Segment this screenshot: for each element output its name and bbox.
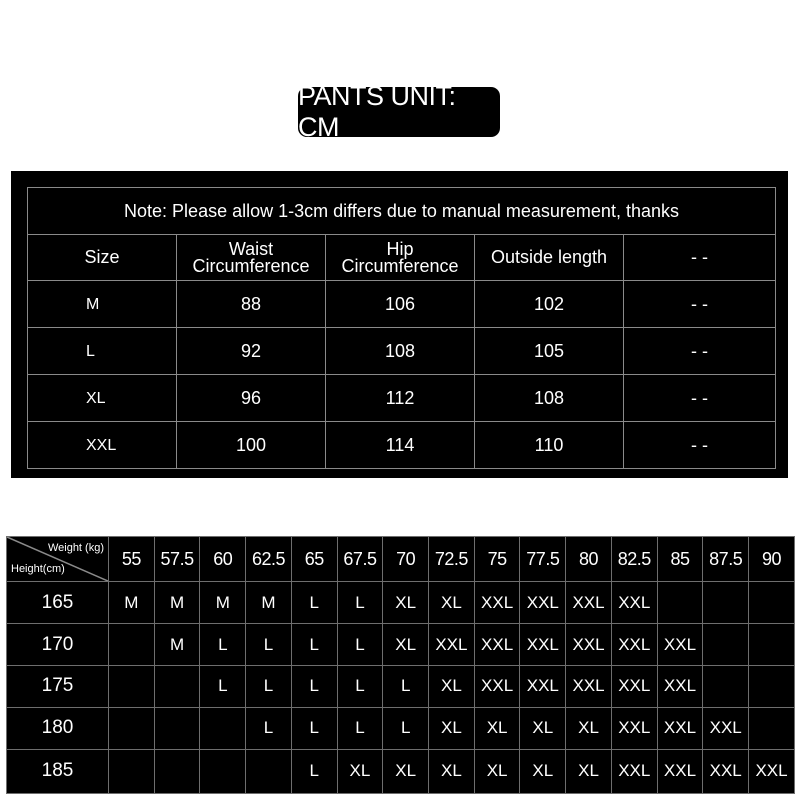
size-recommendation-cell: XL: [429, 707, 475, 749]
table-row: [28, 422, 776, 469]
size-recommendation-cell: XL: [520, 707, 566, 749]
size-recommendation-cell: L: [383, 665, 429, 707]
size-recommendation-cell: L: [200, 665, 246, 707]
size-recommendation-cell: XXL: [657, 665, 703, 707]
size-recommendation-cell: M: [246, 582, 292, 624]
size-recommendation-cell: [109, 624, 155, 666]
outside-cell: 105: [475, 328, 624, 375]
size-recommendation-cell: XXL: [611, 707, 657, 749]
size-recommendation-cell: [154, 749, 200, 793]
size-recommendation-cell: [703, 624, 749, 666]
weight-axis-label: Weight (kg): [47, 542, 104, 554]
header-waist: Waist Circumference: [177, 235, 326, 281]
extra-cell: - -: [624, 328, 776, 375]
size-header-row: [28, 235, 776, 281]
size-recommendation-cell: XXL: [703, 707, 749, 749]
size-recommendation-cell: [154, 665, 200, 707]
size-recommendation-cell: L: [291, 749, 337, 793]
header-extra: - -: [624, 235, 776, 281]
size-recommendation-cell: L: [291, 582, 337, 624]
size-recommendation-cell: XXL: [474, 582, 520, 624]
table-row: [7, 707, 795, 749]
size-recommendation-cell: XL: [383, 749, 429, 793]
size-recommendation-cell: XXL: [611, 665, 657, 707]
height-cell: 175: [7, 665, 109, 707]
size-recommendation-cell: XXL: [474, 665, 520, 707]
weight-header-cell: 72.5: [429, 537, 475, 582]
size-recommendation-cell: M: [200, 582, 246, 624]
height-cell: 185: [7, 749, 109, 793]
extra-cell: - -: [624, 422, 776, 469]
size-recommendation-cell: XXL: [566, 665, 612, 707]
size-recommendation-cell: L: [337, 707, 383, 749]
weight-header-cell: 90: [749, 537, 795, 582]
weight-header-cell: 62.5: [246, 537, 292, 582]
size-recommendation-cell: L: [246, 624, 292, 666]
size-recommendation-cell: [749, 665, 795, 707]
hip-cell: 114: [326, 422, 475, 469]
size-recommendation-cell: [200, 707, 246, 749]
weight-header-cell: 67.5: [337, 537, 383, 582]
waist-cell: 92: [177, 328, 326, 375]
size-recommendation-cell: [749, 582, 795, 624]
hip-cell: 112: [326, 375, 475, 422]
outside-cell: 102: [475, 281, 624, 328]
size-recommendation-cell: XXL: [657, 749, 703, 793]
table-row: [7, 749, 795, 793]
size-recommendation-cell: XL: [474, 749, 520, 793]
size-recommendation-cell: [703, 665, 749, 707]
size-recommendation-cell: [749, 707, 795, 749]
outside-cell: 110: [475, 422, 624, 469]
size-cell: XXL: [28, 422, 177, 469]
size-recommendation-cell: [749, 624, 795, 666]
size-recommendation-cell: XXL: [520, 665, 566, 707]
corner-cell: [7, 537, 109, 582]
size-cell: M: [28, 281, 177, 328]
hip-cell: 106: [326, 281, 475, 328]
table-row: [28, 375, 776, 422]
hip-cell: 108: [326, 328, 475, 375]
size-recommendation-cell: XL: [429, 749, 475, 793]
weight-header-row: [7, 537, 795, 582]
outside-cell: 108: [475, 375, 624, 422]
size-recommendation-cell: L: [291, 624, 337, 666]
size-recommendation-cell: L: [200, 624, 246, 666]
table-row: [7, 624, 795, 666]
weight-header-cell: 57.5: [154, 537, 200, 582]
size-cell: L: [28, 328, 177, 375]
weight-header-cell: 70: [383, 537, 429, 582]
extra-cell: - -: [624, 375, 776, 422]
height-axis-label: Height(cm): [11, 563, 65, 576]
size-recommendation-cell: L: [246, 665, 292, 707]
size-recommendation-cell: L: [383, 707, 429, 749]
unit-title-badge: [298, 81, 500, 142]
table-row: [28, 281, 776, 328]
size-recommendation-cell: XL: [566, 707, 612, 749]
size-recommendation-cell: L: [337, 665, 383, 707]
size-recommendation-cell: XL: [429, 582, 475, 624]
size-recommendation-cell: M: [154, 582, 200, 624]
size-recommendation-cell: XXL: [611, 582, 657, 624]
size-recommendation-cell: [200, 749, 246, 793]
size-recommendation-cell: L: [337, 582, 383, 624]
size-recommendation-cell: XXL: [611, 624, 657, 666]
size-recommendation-cell: XXL: [657, 624, 703, 666]
size-recommendation-cell: [109, 707, 155, 749]
weight-header-cell: 60: [200, 537, 246, 582]
weight-header-cell: 55: [109, 537, 155, 582]
size-recommendation-cell: M: [154, 624, 200, 666]
size-recommendation-cell: [109, 665, 155, 707]
size-recommendation-cell: XXL: [566, 624, 612, 666]
height-cell: 170: [7, 624, 109, 666]
size-recommendation-cell: XL: [429, 665, 475, 707]
table-row: [7, 665, 795, 707]
size-recommendation-cell: XL: [474, 707, 520, 749]
header-hip: Hip Circumference: [326, 235, 475, 281]
size-recommendation-cell: L: [337, 624, 383, 666]
size-recommendation-cell: L: [246, 707, 292, 749]
table-row: [28, 328, 776, 375]
weight-header-cell: 80: [566, 537, 612, 582]
size-recommendation-cell: XL: [383, 582, 429, 624]
size-recommendation-cell: XL: [337, 749, 383, 793]
size-recommendation-cell: [657, 582, 703, 624]
header-size: Size: [28, 235, 177, 281]
weight-header-cell: 65: [291, 537, 337, 582]
table-row: [7, 582, 795, 624]
size-recommendation-cell: XL: [566, 749, 612, 793]
size-recommendation-cell: [703, 582, 749, 624]
extra-cell: - -: [624, 281, 776, 328]
header-outside-length: Outside length: [475, 235, 624, 281]
size-recommendation-cell: [246, 749, 292, 793]
size-recommendation-cell: XXL: [749, 749, 795, 793]
size-recommendation-cell: [109, 749, 155, 793]
size-recommendation-cell: [154, 707, 200, 749]
size-recommendation-cell: L: [291, 665, 337, 707]
size-cell: XL: [28, 375, 177, 422]
size-recommendation-cell: M: [109, 582, 155, 624]
weight-header-cell: 75: [474, 537, 520, 582]
size-chart-table: [27, 187, 776, 469]
size-recommendation-cell: XXL: [520, 582, 566, 624]
size-recommendation-cell: XXL: [611, 749, 657, 793]
waist-cell: 88: [177, 281, 326, 328]
measurement-note: Note: Please allow 1-3cm differs due to manual measurement, thanks: [28, 188, 776, 235]
size-recommendation-cell: XXL: [657, 707, 703, 749]
waist-cell: 96: [177, 375, 326, 422]
height-cell: 165: [7, 582, 109, 624]
size-recommendation-cell: XXL: [566, 582, 612, 624]
weight-header-cell: 87.5: [703, 537, 749, 582]
size-recommendation-cell: XXL: [520, 624, 566, 666]
height-cell: 180: [7, 707, 109, 749]
size-recommendation-cell: XXL: [474, 624, 520, 666]
size-recommendation-cell: XXL: [429, 624, 475, 666]
waist-cell: 100: [177, 422, 326, 469]
size-recommendation-cell: XL: [383, 624, 429, 666]
weight-header-cell: 77.5: [520, 537, 566, 582]
weight-height-table: [6, 536, 795, 794]
size-recommendation-cell: XL: [520, 749, 566, 793]
weight-header-cell: 82.5: [611, 537, 657, 582]
unit-title: PANTS UNIT: CM: [298, 81, 456, 142]
weight-header-cell: 85: [657, 537, 703, 582]
size-recommendation-cell: XXL: [703, 749, 749, 793]
size-recommendation-cell: L: [291, 707, 337, 749]
